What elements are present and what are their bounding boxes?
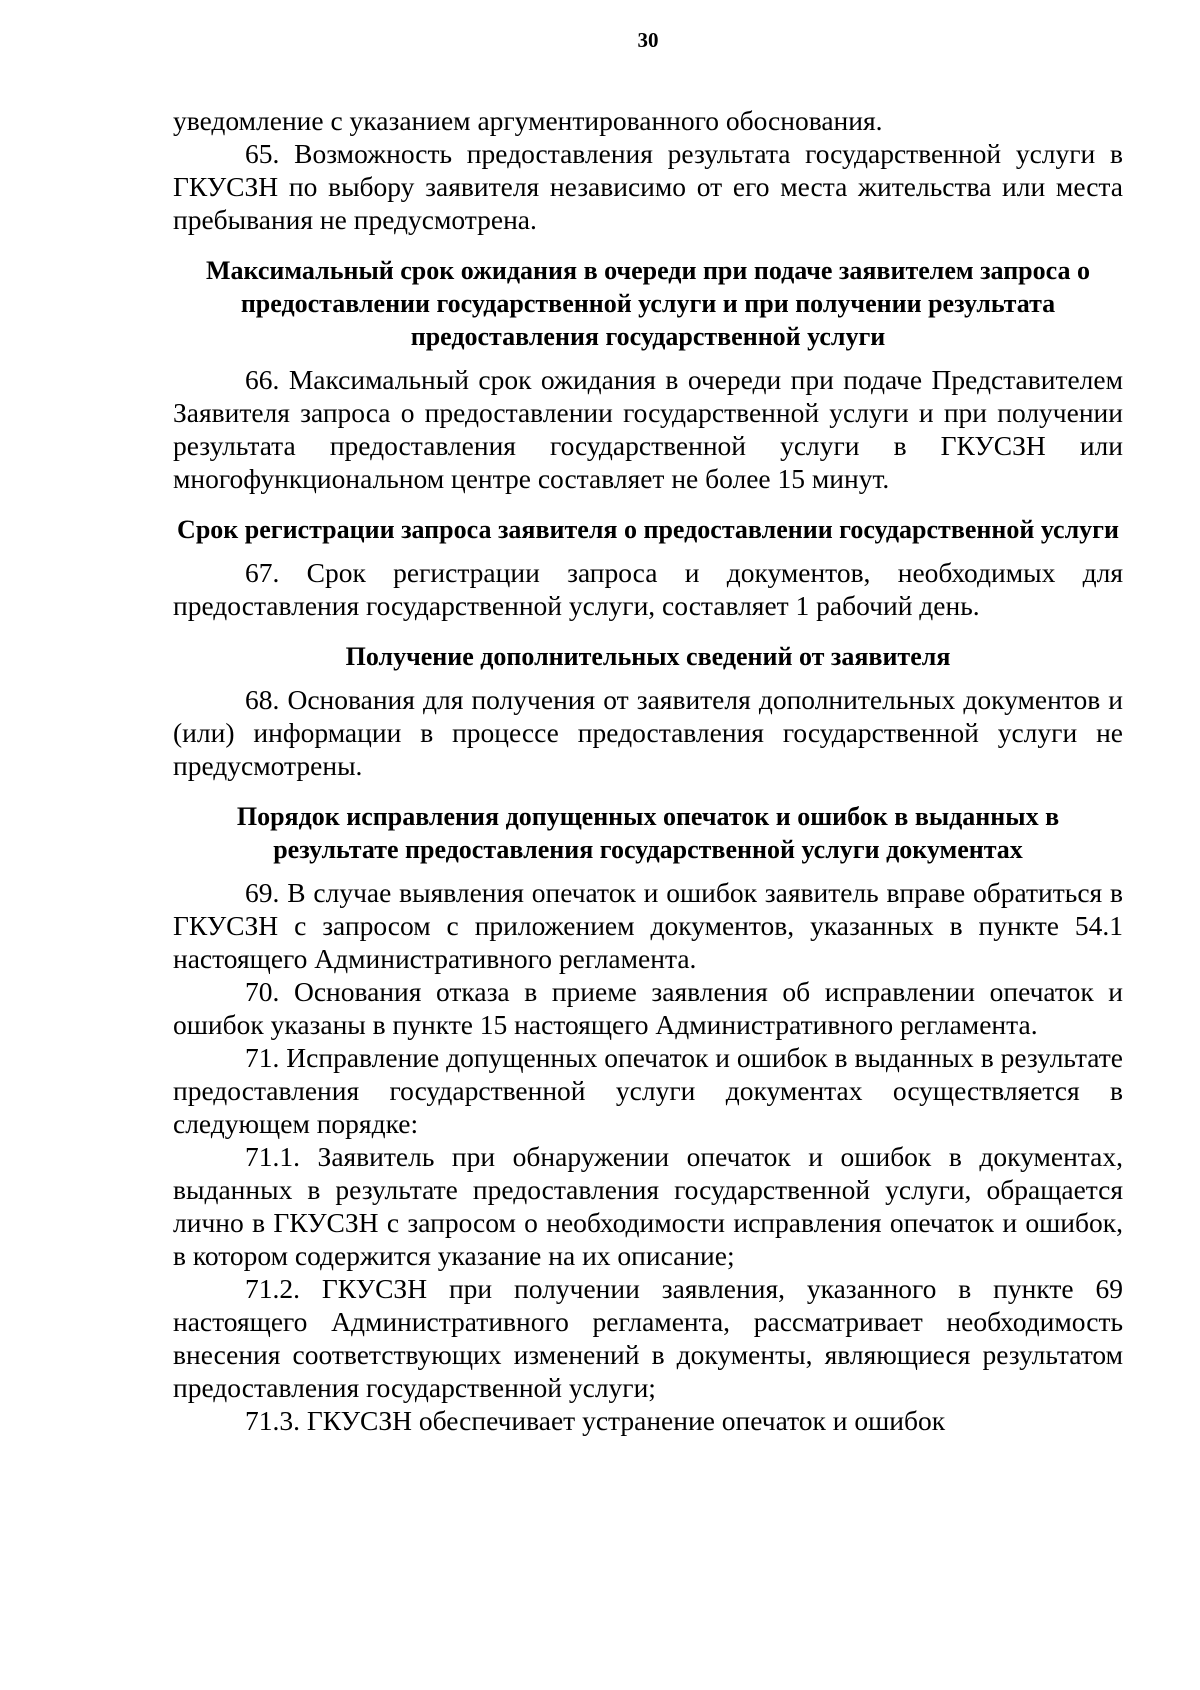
paragraph-71-1: 71.1. Заявитель при обнаружении опечаток и ошибок в документах, выданных в результате предоставления государственной услуги, обращается лично в ГКУСЗН с запросом о необходимости исправления опечаток и ошибок, в котором содержится указание на их описание; — [173, 1141, 1123, 1271]
section-title-max-wait: Максимальный срок ожидания в очереди при подаче заявителем запроса о предоставлении государственной услуги и при получении результата предоставления государственной услуги — [205, 256, 1090, 351]
document-page — [173, 0, 1123, 1690]
section-title-registration: Срок регистрации запроса заявителя о предоставлении государственной услуги — [177, 515, 1119, 544]
paragraph-68: 68. Основания для получения от заявителя дополнительных документов и (или) информации в процессе предоставления государственной услуги не предусмотрены. — [173, 684, 1123, 781]
paragraph-71: 71. Исправление допущенных опечаток и ошибок в выданных в результате предоставления государственной услуги документах осуществляется в следующем порядке: — [173, 1042, 1123, 1139]
paragraph-69: 69. В случае выявления опечаток и ошибок заявитель вправе обратиться в ГКУСЗН с запросом с приложением документов, указанных в пункте 54.1 настоящего Административного регламента. — [173, 877, 1123, 974]
section-title-additional-info: Получение дополнительных сведений от заявителя — [345, 642, 951, 671]
paragraph-71-3: 71.3. ГКУСЗН обеспечивает устранение опечаток и ошибок — [245, 1405, 946, 1436]
paragraph-66: 66. Максимальный срок ожидания в очереди при подаче Представителем Заявителя запроса о предоставлении государственной услуги и при получении результата предоставления государственной услуги в ГКУСЗН или многофункциональном центре составляет не более 15 минут. — [173, 364, 1123, 494]
paragraph-67: 67. Срок регистрации запроса и документов, необходимых для предоставления государственной услуги, составляет 1 рабочий день. — [173, 557, 1123, 621]
section-title-corrections: Порядок исправления допущенных опечаток и ошибок в выданных в результате предоставления государственной услуги документах — [236, 802, 1060, 864]
page-number: 30 — [637, 28, 659, 52]
paragraph-65: 65. Возможность предоставления результата государственной услуги в ГКУСЗН по выбору заявителя независимо от его места жительства или места пребывания не предусмотрена. — [173, 138, 1123, 235]
paragraph-intro: уведомление с указанием аргументированного обоснования. — [173, 105, 883, 136]
paragraph-70: 70. Основания отказа в приеме заявления об исправлении опечаток и ошибок указаны в пункте 15 настоящего Административного регламента. — [173, 976, 1123, 1040]
document-body — [173, 104, 1123, 1437]
paragraph-71-2: 71.2. ГКУСЗН при получении заявления, указанного в пункте 69 настоящего Административного регламента, рассматривает необходимость внесения соответствующих изменений в документы, являющиеся результатом предоставления государственной услуги; — [173, 1273, 1123, 1403]
